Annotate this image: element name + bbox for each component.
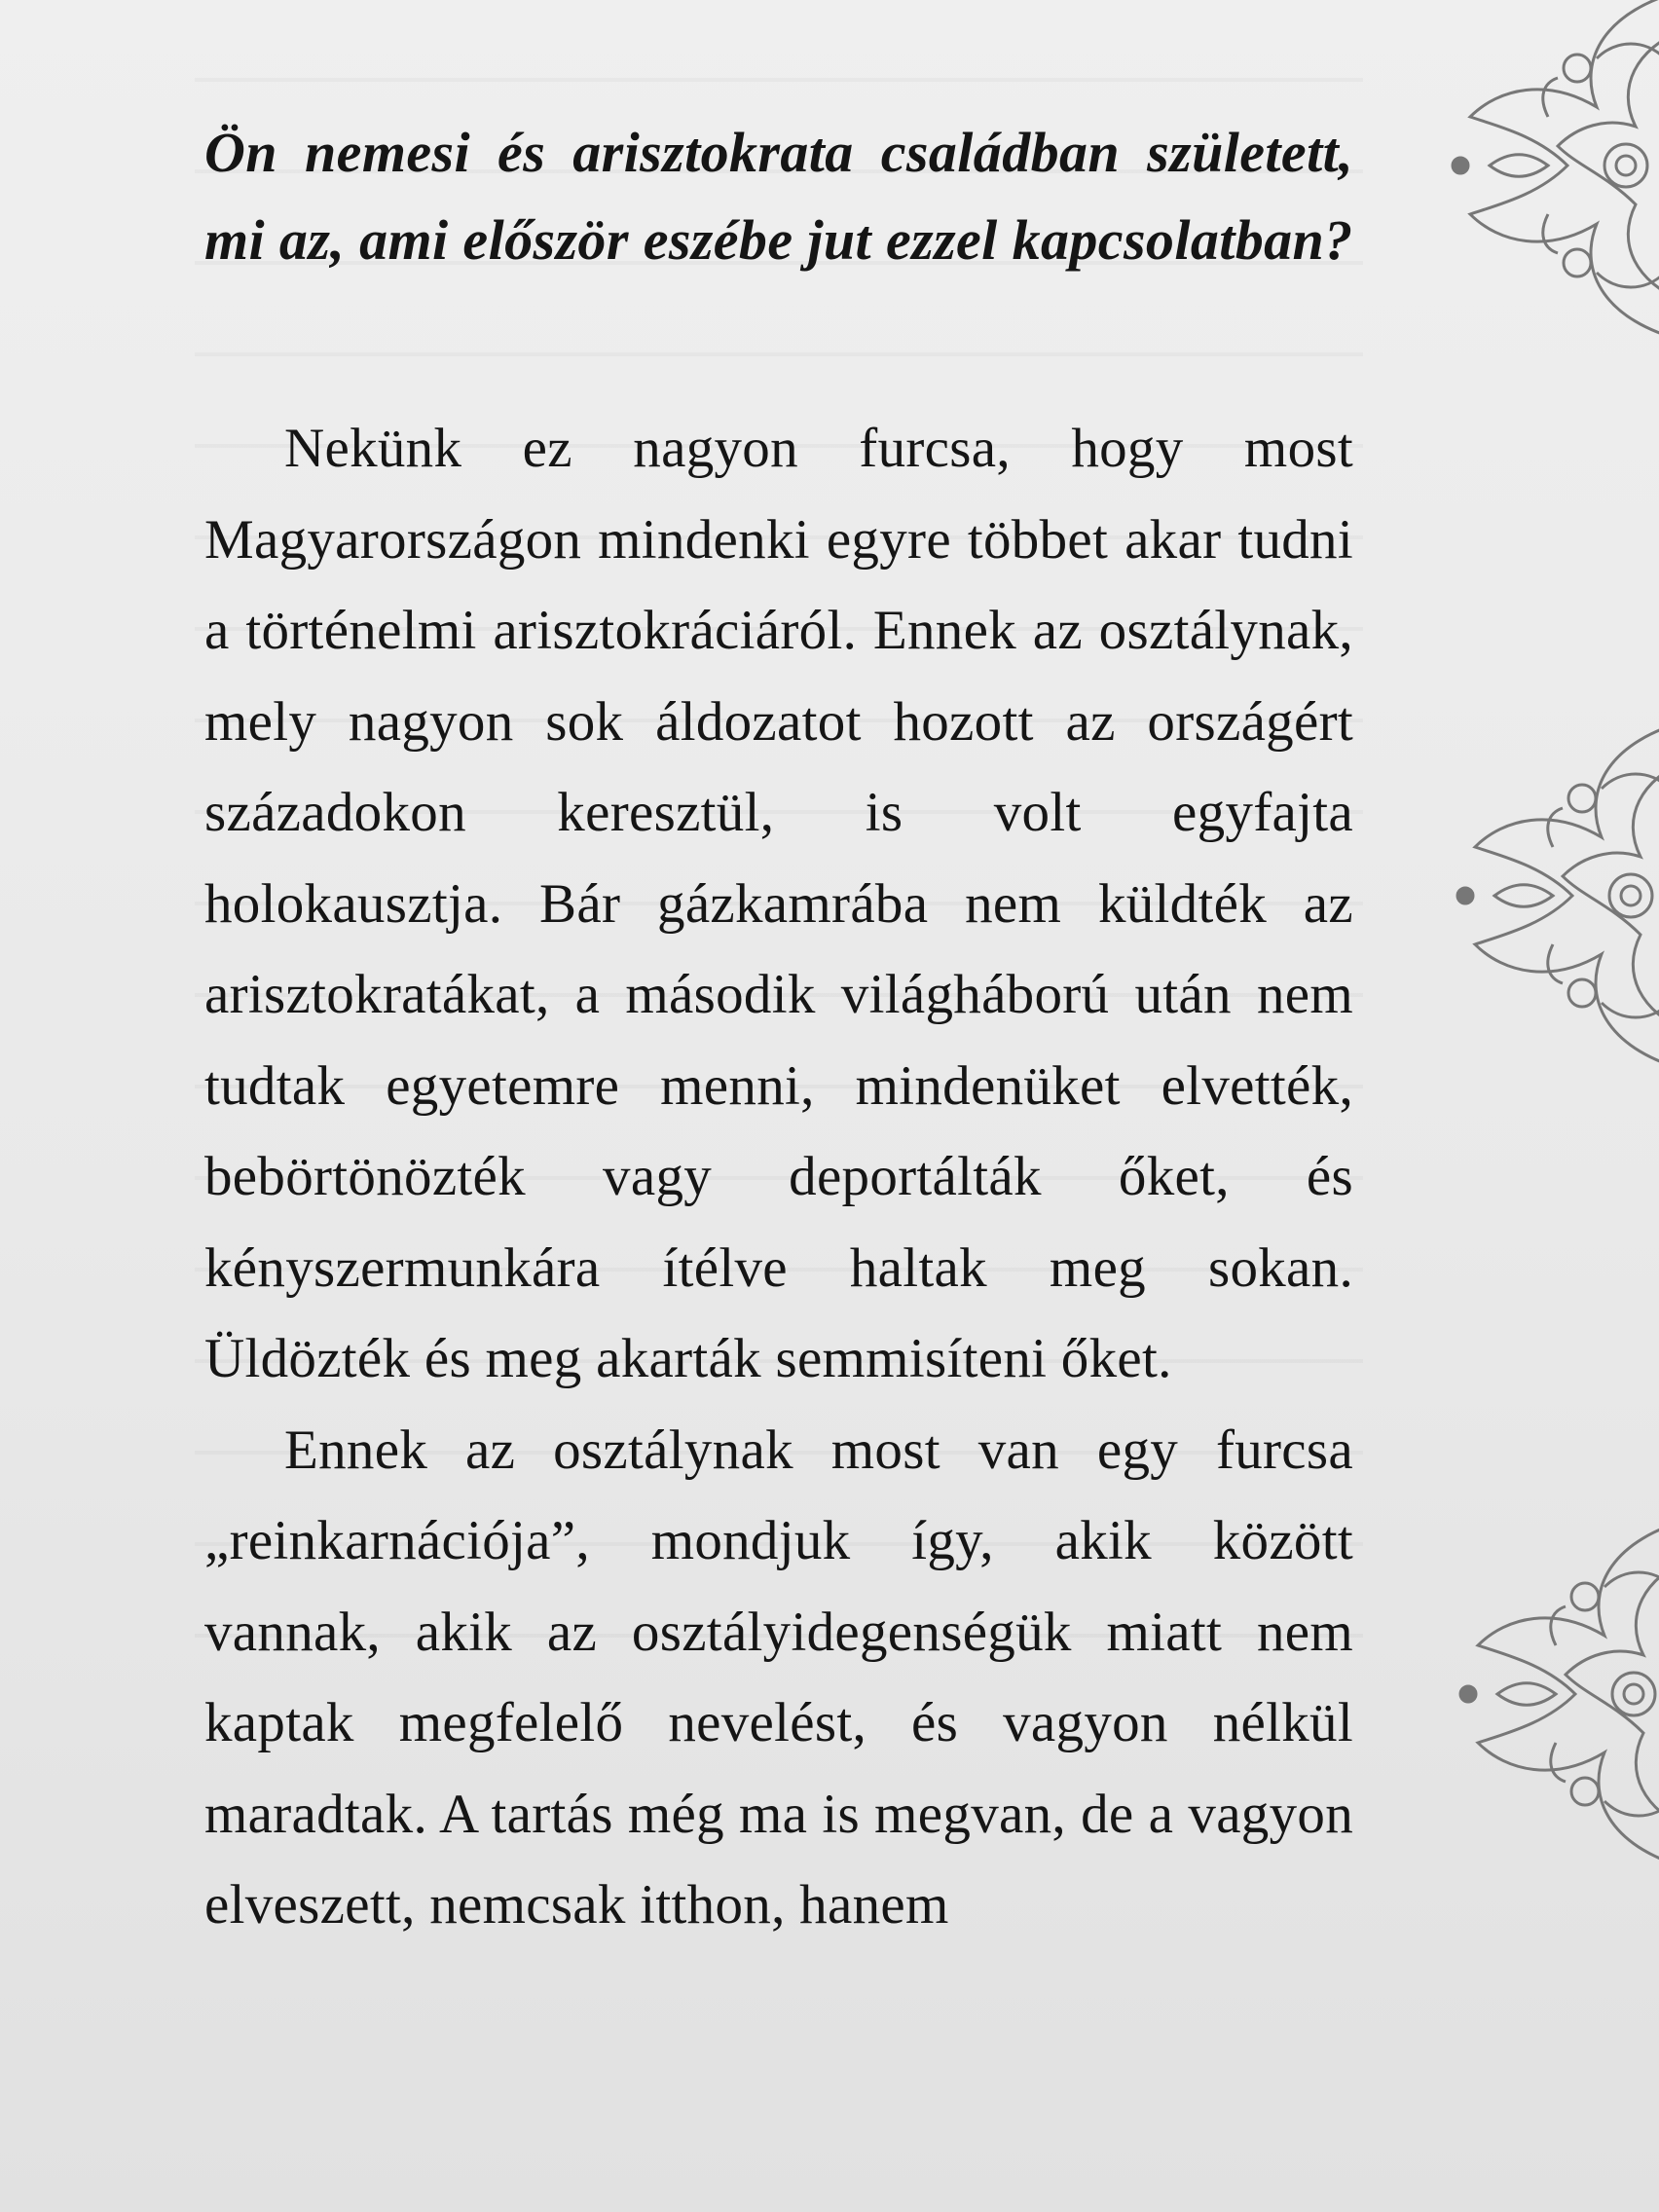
page-text xyxy=(204,109,1353,1951)
ornament-icon xyxy=(1431,0,1659,380)
filigree-ornament-icon xyxy=(1439,1499,1659,1908)
filigree-ornament-icon xyxy=(1431,0,1659,380)
ornament-icon xyxy=(1436,701,1659,1110)
ornament-icon xyxy=(1439,1499,1659,1908)
filigree-ornament-icon xyxy=(1436,701,1659,1110)
answer-paragraph-2: Ennek az osztálynak most van egy furcsa „reinkarnációja”, mondjuk így, akik között vannak, akik az osztályidegenségük miatt nem kaptak megfelelő nevelést, és vagyon nélkül maradtak. A tartás még ma is megvan, de a vagyon elveszett, nemcsak itthon, hanem xyxy=(204,1419,1353,1936)
answer-paragraph-1: Nekünk ez nagyon furcsa, hogy most Magyarországon mindenki egyre többet akar tudni a történelmi arisztokráciáról. Ennek az osztálynak, mely nagyon sok áldozatot hozott az országért századokon keresztül, is volt egyfajta holokausztja. Bár gázkamrába nem küldték az arisztokratákat, a második világháború után nem tudtak egyetemre menni, mindenüket elvették, bebörtönözték vagy deportálták őket, és kényszermunkára ítélve haltak meg sokan. Üldözték és meg akarták semmisíteni őket. xyxy=(204,418,1353,1389)
interview-question: Ön nemesi és arisztokrata családban született, mi az, ami először eszébe jut ezzel kapcsolatban? xyxy=(204,121,1353,272)
